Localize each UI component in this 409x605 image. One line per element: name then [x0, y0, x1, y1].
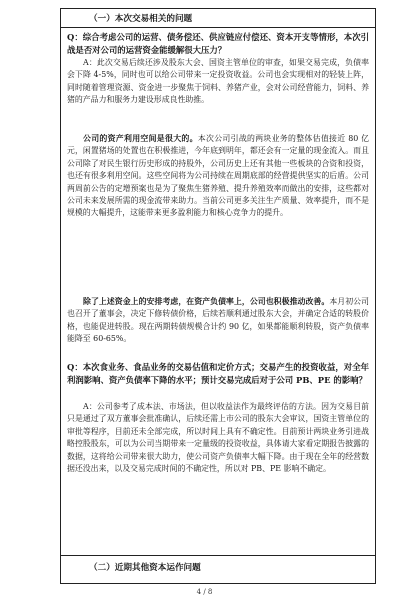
- row-divider: [61, 27, 375, 28]
- question-1: Q：综合考虑公司的运营、债务偿还、供应链应付偿还、资本开支等情形，本次引战是否对公司的运营资金能缓解很大压力？: [67, 32, 369, 55]
- section-title-transaction: （一）本次交易相关的问题: [89, 14, 193, 24]
- answer-1-paragraph-3: [67, 296, 369, 346]
- answer-1-paragraph-1: A：此次交易后续还涉及股东大会、国资主管单位的审查，如果交易完成，负债率会下降 4-5%，同时也可以给公司带来一定投资收益。公司也会实现相对的轻装上阵，同时随着管理资源、资金进一步聚焦于饲料、养猪产业，会对公司经营能力，饲料、养猪的产品力和服务力建设形成良性助推。: [67, 58, 369, 105]
- section-title-other-capital: （二）近期其他资本运作问题: [89, 563, 201, 573]
- page-number: 4 / 8: [196, 588, 213, 596]
- answer-1-paragraph-3-body: 本月初公司也召开了董事会，决定下修转债价格，后续若顺利通过股东大会，并确定合适的转股价格，也能促进转股。现在两期转债规模合计约 90 亿，如果都能顺利转股，资产负债率能降至 60-65%。: [67, 297, 369, 344]
- content-table: [60, 8, 376, 584]
- answer-1-paragraph-2-lead: 公司的资产利用空间是很大的。: [83, 134, 198, 143]
- question-2: Q：本次食业务、食品业务的交易估值和定价方式；交易产生的投资收益，对全年利润影响、资产负债率下降的水平；预计交易完成后对于公司 PB、PE 的影响？: [67, 362, 369, 385]
- answer-1-paragraph-2-body: 本次公司引战的两块业务的整体估值接近 80 亿元，闲置猪场的处置也在积极推进，今年底到明年，都还会有一定量的现金流入。而且公司除了对民生银行历史形成的持股外，公司历史上还有其他一些板块的合资和投资，也还有很多利用空间。这些空间将为公司持续在周期底部的经营提供坚实的后盾。公司两周前公告的定增预案也是为了聚焦生猪养殖、提升养殖效率而做出的安排，这些都对公司未来发展所需的现金流带来助力。当前公司更多关注生产质量、效率提升，而不是规模的大幅提升，这能带来更多盈利能力和核心竞争力的提升。: [67, 134, 369, 218]
- answer-2: A：公司参考了成本法、市场法，但以收益法作为最终评估的方法。因为交易目前只是通过了双方董事会批准确认，后续还需上市公司的股东大会审议，国资主管单位的审批等程序，目前还未全部完成，所以时间上具有不确定性。目前预计两块业务引进战略控股股东，可以为公司当期带来一定量级的投资收益，具体请大家看定期报告披露的数据，这将给公司带来很大助力，使公司资产负债率大幅下降。由于现在全年的经营数据还没出来，以及交易完成时间的不确定性，所以对 PB、PE 影响不确定。: [67, 402, 369, 474]
- row-divider: [61, 555, 375, 556]
- answer-1-paragraph-3-lead: 除了上述资金上的安排考虑，在资产负债率上，公司也积极推动改善。: [83, 297, 330, 306]
- answer-1-paragraph-2: [67, 133, 369, 220]
